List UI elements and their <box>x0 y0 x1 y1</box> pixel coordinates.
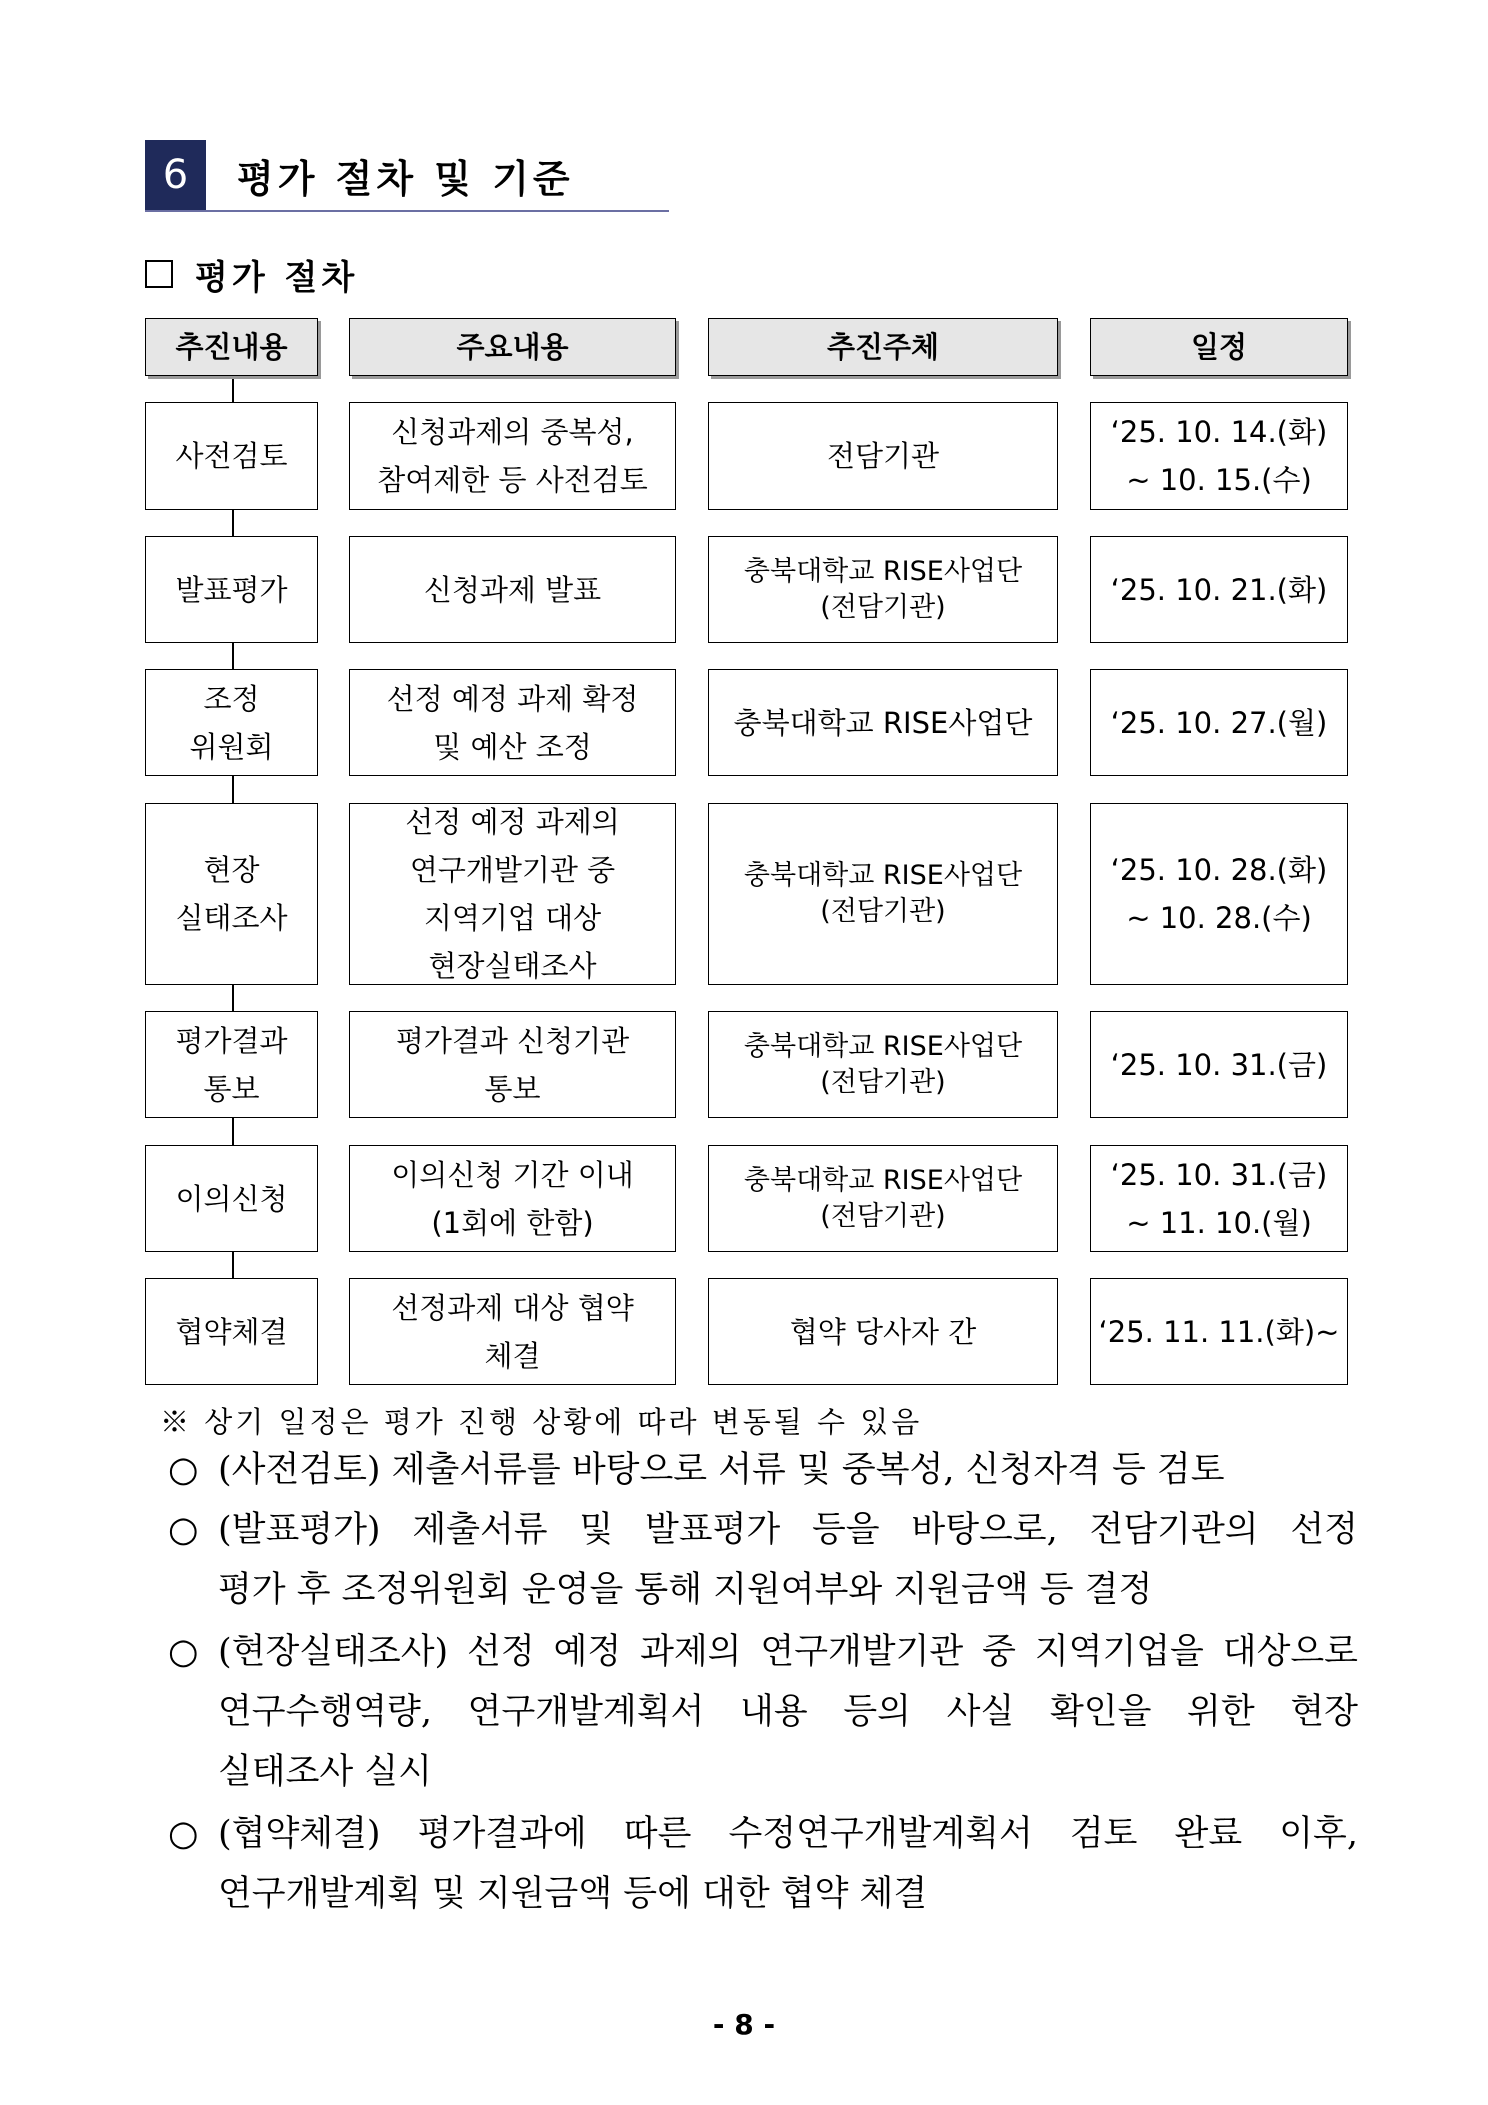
header-label: 추진내용 <box>175 330 288 364</box>
cell-schedule <box>1090 1011 1348 1118</box>
cell-agent <box>708 402 1058 510</box>
header-label: 추진주체 <box>826 330 940 364</box>
cell-line: ‘25. 10. 21.(화) <box>1110 572 1328 607</box>
bullet-item <box>168 1622 1358 1802</box>
cell-content <box>349 1278 676 1385</box>
cell-line: 조정 <box>203 681 260 716</box>
header-schedule <box>1090 318 1348 376</box>
bullet-line: (사전검토) 제출서류를 바탕으로 서류 및 중복성, 신청자격 등 검토 <box>218 1450 1225 1490</box>
cell-line: ~ 10. 28.(수) <box>1126 901 1312 935</box>
cell-schedule <box>1090 803 1348 985</box>
cell-line: (1회에 한함) <box>431 1205 594 1240</box>
cell-line: 신청과제의 중복성, <box>391 415 634 449</box>
cell-step <box>145 669 318 776</box>
cell-content <box>349 536 676 643</box>
cell-line: 충북대학교 RISE사업단 <box>743 1164 1023 1196</box>
cell-line: 위원회 <box>189 729 274 764</box>
cell-step <box>145 803 318 985</box>
page-number: - 8 - <box>712 2008 776 2041</box>
cell-schedule <box>1090 669 1348 776</box>
cell-line: (전담기관) <box>820 1066 946 1098</box>
cell-line: 협약체결 <box>175 1314 288 1349</box>
cell-line: 충북대학교 RISE사업단 <box>733 705 1033 740</box>
cell-content <box>349 1145 676 1252</box>
cell-schedule <box>1090 402 1348 510</box>
cell-line: 충북대학교 RISE사업단 <box>743 860 1023 891</box>
bullet-line: 연구수행역량, 연구개발계획서 내용 등의 사실 확인을 위한 현장 <box>218 1692 1358 1732</box>
cell-line: 및 예산 조정 <box>433 729 592 764</box>
cell-line: 현장 <box>203 853 260 887</box>
cell-step <box>145 1011 318 1118</box>
header-content <box>349 318 676 376</box>
cell-line: 통보 <box>484 1071 541 1106</box>
cell-line: 충북대학교 RISE사업단 <box>743 1030 1023 1062</box>
cell-line: ~ 11. 10.(월) <box>1126 1205 1312 1240</box>
cell-line: 현장실태조사 <box>428 949 597 983</box>
cell-line: (전담기관) <box>820 591 946 623</box>
cell-line: ‘25. 11. 11.(화)~ <box>1098 1314 1340 1349</box>
bullet-line: 평가 후 조정위원회 운영을 통해 지원여부와 지원금액 등 결정 <box>218 1570 1153 1610</box>
cell-line: 평가결과 <box>175 1023 288 1058</box>
cell-schedule <box>1090 536 1348 643</box>
cell-line: 전담기관 <box>826 439 940 473</box>
cell-agent <box>708 536 1058 643</box>
bullet-item <box>168 1500 1358 1620</box>
cell-line: 참여제한 등 사전검토 <box>377 463 648 497</box>
header-label: 주요내용 <box>456 330 569 364</box>
cell-step <box>145 536 318 643</box>
cell-line: 지역기업 대상 <box>423 901 602 935</box>
bullet-circle-icon: ○ <box>168 1450 199 1490</box>
cell-line: 이의신청 기간 이내 <box>391 1157 634 1192</box>
cell-line: 이의신청 <box>175 1181 288 1216</box>
bullet-circle-icon: ○ <box>168 1510 199 1550</box>
cell-line: 통보 <box>203 1071 260 1106</box>
cell-step <box>145 1145 318 1252</box>
bullet-circle-icon: ○ <box>168 1814 199 1854</box>
cell-line: ‘25. 10. 14.(화) <box>1110 415 1328 449</box>
cell-line: 협약 당사자 간 <box>789 1314 977 1349</box>
cell-line: 실태조사 <box>175 901 288 935</box>
cell-line: 발표평가 <box>175 572 288 607</box>
bullet-line: 연구개발계획 및 지원금액 등에 대한 협약 체결 <box>218 1874 928 1914</box>
header-step <box>145 318 318 376</box>
bullet-line: (현장실태조사) 선정 예정 과제의 연구개발기관 중 지역기업을 대상으로 <box>218 1632 1358 1672</box>
cell-content <box>349 669 676 776</box>
cell-line: 평가결과 신청기관 <box>395 1023 630 1058</box>
cell-line: 연구개발기관 중 <box>409 853 616 887</box>
cell-line: ‘25. 10. 31.(금) <box>1110 1047 1328 1082</box>
cell-schedule <box>1090 1145 1348 1252</box>
cell-schedule <box>1090 1278 1348 1385</box>
schedule-note: ※ 상기 일정은 평가 진행 상황에 따라 변동될 수 있음 <box>160 1405 923 1439</box>
cell-agent <box>708 1278 1058 1385</box>
cell-line: ‘25. 10. 31.(금) <box>1110 1157 1328 1192</box>
cell-line: 체결 <box>484 1338 541 1373</box>
cell-step <box>145 1278 318 1385</box>
cell-line: (전담기관) <box>820 896 946 927</box>
bullet-circle-icon: ○ <box>168 1632 199 1672</box>
cell-agent <box>708 1011 1058 1118</box>
cell-line: 충북대학교 RISE사업단 <box>743 555 1023 587</box>
bullet-line: (협약체결) 평가결과에 따른 수정연구개발계획서 검토 완료 이후, <box>218 1814 1358 1854</box>
header-label: 일정 <box>1190 330 1248 364</box>
section-number: 6 <box>145 140 206 210</box>
cell-content <box>349 1011 676 1118</box>
cell-line: ‘25. 10. 27.(월) <box>1110 705 1328 740</box>
bullet-line: 실태조사 실시 <box>218 1752 432 1792</box>
cell-line: 선정 예정 과제 확정 <box>386 681 639 716</box>
cell-line: ‘25. 10. 28.(화) <box>1110 853 1328 887</box>
cell-content <box>349 402 676 510</box>
bullet-item <box>168 1804 1358 1924</box>
cell-content <box>349 803 676 985</box>
header-agent <box>708 318 1058 376</box>
cell-line: 사전검토 <box>175 439 288 473</box>
section-title: 평가 절차 및 기준 <box>237 157 574 201</box>
cell-line: 신청과제 발표 <box>423 572 602 607</box>
cell-agent <box>708 1145 1058 1252</box>
bullet-item <box>168 1440 1358 1500</box>
cell-agent <box>708 669 1058 776</box>
cell-agent <box>708 803 1058 985</box>
bullet-line: (발표평가) 제출서류 및 발표평가 등을 바탕으로, 전담기관의 선정 <box>218 1510 1358 1550</box>
cell-line: ~ 10. 15.(수) <box>1126 463 1312 497</box>
cell-line: 선정과제 대상 협약 <box>391 1290 634 1325</box>
cell-line: (전담기관) <box>820 1200 946 1232</box>
cell-line: 선정 예정 과제의 <box>405 805 620 839</box>
cell-step <box>145 402 318 510</box>
subsection-title: 평가 절차 <box>195 257 359 298</box>
